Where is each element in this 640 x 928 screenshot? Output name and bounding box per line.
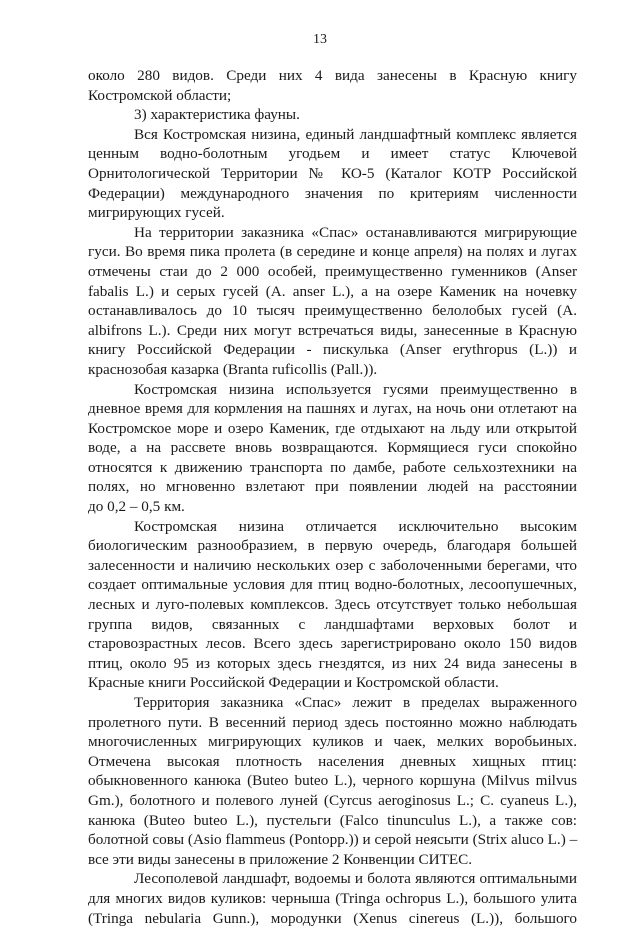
text-line: останавливалось до 10 тысяч преимущественно белолобых гусей (A.	[88, 302, 577, 320]
text-line: лесных и луго-полевых комплексов. Здесь отсутствует только небольшая	[88, 596, 577, 614]
text-line: Костромская низина используется гусями преимущественно в	[134, 380, 577, 398]
text-line: канюка (Buteo buteo L.), пустельги (Falco tinunculus L.), а также сов:	[88, 811, 577, 829]
text-line: fabalis L.) и серых гусей (A. anser L.), а на озере Каменик на ночевку	[88, 282, 577, 300]
text-line: воде, а на рассвете вновь возвращаются. Кормящиеся гуси спокойно	[88, 439, 577, 457]
text-line: болотной совы (Asio flammeus (Pontopp.)) и серой неясыти (Strix aluco L.) –	[88, 831, 578, 849]
text-line: 3) характеристика фауны.	[134, 106, 300, 124]
text-line: около 280 видов. Среди них 4 вида занесены в Красную книгу	[88, 67, 577, 84]
text-line: Красные книги Российской Федерации и Костромской области.	[88, 674, 499, 692]
text-line: мигрирующих гусей.	[88, 204, 225, 222]
text-line: биологическим разнообразием, в первую очередь, благодаря большей	[88, 537, 577, 555]
text-line: залесенности и наличию нескольких озер с заболоченными берегами, что	[88, 556, 577, 574]
text-line: Отмечена высокая плотность населения дневных хищных птиц:	[88, 752, 577, 770]
text-line: Gm.), болотного и полевого луней (Cyrcus aeroginosus L.; C. cyaneus L.),	[88, 791, 577, 809]
text-line: обыкновенного канюка (Buteo buteo L.), черного коршуна (Milvus milvus	[88, 772, 577, 790]
page-number: 13	[313, 32, 327, 47]
text-line: многочисленных мигрирующих куликов и чаек, мелких воробьиных.	[88, 733, 577, 751]
text-line: Костромская низина отличается исключительно высоким	[134, 517, 577, 535]
text-line: относятся к движению транспорта по дамбе, работе сельхозтехники на	[88, 458, 577, 476]
text-line: книгу Российской Федерации - пискулька (Anser erythropus (L.)) и	[88, 341, 577, 359]
text-line: птиц, около 95 из которых здесь гнездятся, из них 24 вида занесены в	[88, 654, 577, 672]
text-line: дневное время для кормления на пашнях и лугах, на ночь они отлетают на	[88, 400, 577, 418]
text-line: ценным водно-болотным угодьем и имеет статус Ключевой	[88, 145, 577, 163]
text-line: Федерации) международного значения по критериям численности	[88, 184, 577, 202]
text-line: Вся Костромская низина, единый ландшафтный комплекс является	[134, 125, 577, 143]
text-line: пролетного пути. В весенний период здесь постоянно можно наблюдать	[88, 713, 577, 731]
text-line: группа видов, связанных с ландшафтами верховых болот и	[88, 615, 577, 633]
text-line: для многих видов куликов: черныша (Tringa ochropus L.), большого улита	[88, 889, 577, 907]
text-line: создает оптимальные условия для птиц водно-болотных, лесоопушечных,	[88, 576, 577, 594]
text-line: На территории заказника «Спас» останавливаются мигрирующие	[134, 223, 577, 241]
text-line: (Tringa nebularia Gunn.), мородунки (Xenus cinereus (L.)), большого	[88, 909, 577, 927]
text-line: до 0,2 – 0,5 км.	[88, 498, 185, 516]
text-line: гуси. Во время пика пролета (в середине и конце апреля) на полях и лугах	[88, 243, 577, 261]
text-line: полях, но мгновенно взлетают при появлении людей на расстоянии	[88, 478, 577, 496]
text-line: Костромское море и озеро Каменик, где отдыхают на льду или открытой	[88, 419, 577, 437]
text-line: старовозрастных лесов. Всего здесь зарегистрировано около 150 видов	[88, 635, 577, 653]
text-line: Орнитологической Территории № КО-5 (Каталог КОТР Российской	[88, 164, 577, 182]
document-body	[88, 66, 577, 928]
text-line: краснозобая казарка (Branta ruficollis (Pall.)).	[88, 360, 378, 378]
text-line: все эти виды занесены в приложение 2 Конвенции СИТЕС.	[88, 850, 473, 868]
text-line: Костромской области;	[88, 86, 232, 104]
text-line: albifrons L.). Среди них могут встречаться виды, занесенные в Красную	[88, 321, 577, 339]
text-line: Лесополевой ландшафт, водоемы и болота являются оптимальными	[134, 870, 577, 888]
text-line: отмечены стаи до 2 000 особей, преимущественно гуменников (Anser	[88, 262, 577, 280]
text-line: Территория заказника «Спас» лежит в пределах выраженного	[134, 694, 577, 711]
